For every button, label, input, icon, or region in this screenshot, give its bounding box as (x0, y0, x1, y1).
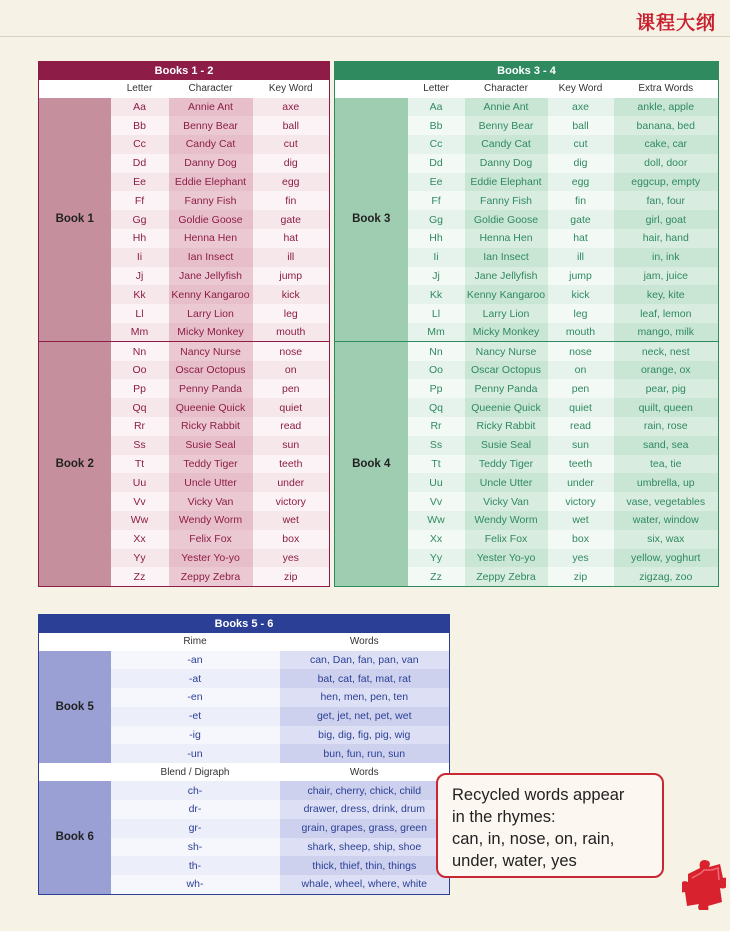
column-header: Letter (408, 80, 465, 98)
table-cell: Felix Fox (465, 530, 548, 549)
table-cell: Ll (111, 304, 169, 323)
table-row (39, 98, 330, 117)
table-cell: Ww (408, 511, 465, 530)
table-cell: quilt, queen (614, 398, 719, 417)
table-cell: read (253, 417, 330, 436)
books-1-2-table (38, 61, 330, 587)
table-cell: thick, thief, thin, things (280, 856, 450, 875)
table-cell: wet (253, 511, 330, 530)
table-cell: can, Dan, fan, pan, van (280, 651, 450, 670)
table-cell: key, kite (614, 285, 719, 304)
table-cell: fan, four (614, 191, 719, 210)
table-cell: Aa (111, 98, 169, 117)
table-row (39, 781, 450, 800)
table-cell: -en (111, 688, 280, 707)
table-cell: pen (548, 379, 614, 398)
table-title: Books 1 - 2 (39, 62, 330, 80)
table-cell: Queenie Quick (465, 398, 548, 417)
table-cell: ball (548, 116, 614, 135)
table-cell: Micky Monkey (169, 323, 253, 342)
table-cell: Fanny Fish (465, 191, 548, 210)
table-cell: Oo (408, 361, 465, 380)
table-cell: wh- (111, 875, 280, 894)
table-cell: chair, cherry, chick, child (280, 781, 450, 800)
table-cell: Qq (111, 398, 169, 417)
table-cell: Mm (111, 323, 169, 342)
table-cell: Dd (408, 154, 465, 173)
table-cell: Gg (408, 210, 465, 229)
column-header: Key Word (253, 80, 330, 98)
table-cell: hair, hand (614, 229, 719, 248)
table-cell: Candy Cat (465, 135, 548, 154)
table-cell: fin (548, 191, 614, 210)
table-cell: Kenny Kangaroo (465, 285, 548, 304)
table-title: Books 5 - 6 (39, 615, 450, 633)
book-label: Book 3 (335, 98, 408, 342)
table-cell: Henna Hen (169, 229, 253, 248)
table-cell: dr- (111, 800, 280, 819)
column-header: Words (280, 763, 450, 781)
table-cell: Ricky Rabbit (465, 417, 548, 436)
note-line: in the rhymes: (452, 808, 556, 826)
table-cell: Zz (111, 567, 169, 586)
table-cell: Benny Bear (169, 116, 253, 135)
column-header: Letter (111, 80, 169, 98)
table-cell: Vicky Van (465, 492, 548, 511)
table-cell: hat (548, 229, 614, 248)
table-cell: kick (548, 285, 614, 304)
table-cell: read (548, 417, 614, 436)
table-cell: Larry Lion (465, 304, 548, 323)
table-cell: -ig (111, 726, 280, 745)
table-cell: Micky Monkey (465, 323, 548, 342)
table-cell: axe (253, 98, 330, 117)
table-cell: th- (111, 856, 280, 875)
table-cell: Penny Panda (465, 379, 548, 398)
table-cell: Larry Lion (169, 304, 253, 323)
table-cell: Jj (408, 267, 465, 286)
table-cell: cake, car (614, 135, 719, 154)
table-cell: egg (253, 173, 330, 192)
table-cell: Tt (408, 455, 465, 474)
table-cell: yellow, yoghurt (614, 549, 719, 568)
table-cell: Ii (408, 248, 465, 267)
table-cell: Felix Fox (169, 530, 253, 549)
table-cell: Tt (111, 455, 169, 474)
book-label: Book 5 (39, 651, 111, 764)
header-spacer (39, 763, 111, 781)
table-cell: sun (548, 436, 614, 455)
table-cell: Nancy Nurse (169, 342, 253, 361)
table-cell: leg (253, 304, 330, 323)
table-cell: Cc (408, 135, 465, 154)
table-cell: tea, tie (614, 455, 719, 474)
table-cell: get, jet, net, pet, wet (280, 707, 450, 726)
table-cell: nose (253, 342, 330, 361)
table-cell: leaf, lemon (614, 304, 719, 323)
table-cell: Goldie Goose (169, 210, 253, 229)
book-label: Book 4 (335, 342, 408, 586)
table-cell: doll, door (614, 154, 719, 173)
table-cell: Zz (408, 567, 465, 586)
book-label: Book 6 (39, 781, 111, 894)
column-header: Extra Words (614, 80, 719, 98)
table-cell: quiet (548, 398, 614, 417)
table-cell: neck, nest (614, 342, 719, 361)
table-cell: Benny Bear (465, 116, 548, 135)
table-cell: in, ink (614, 248, 719, 267)
column-header: Key Word (548, 80, 614, 98)
table-cell: -at (111, 669, 280, 688)
table-cell: Mm (408, 323, 465, 342)
table-cell: girl, goat (614, 210, 719, 229)
table-cell: Qq (408, 398, 465, 417)
table-cell: -an (111, 651, 280, 670)
table-cell: Ricky Rabbit (169, 417, 253, 436)
table-title: Books 3 - 4 (335, 62, 719, 80)
table-cell: Oo (111, 361, 169, 380)
table-cell: Kenny Kangaroo (169, 285, 253, 304)
page-title: 课程大纲 (635, 12, 716, 34)
table-cell: Oscar Octopus (169, 361, 253, 380)
table-cell: rain, rose (614, 417, 719, 436)
table-cell: Ss (111, 436, 169, 455)
table-cell: Ff (408, 191, 465, 210)
table-cell: Fanny Fish (169, 191, 253, 210)
table-cell: dig (253, 154, 330, 173)
table-cell: yes (548, 549, 614, 568)
table-cell: Pp (111, 379, 169, 398)
books-5-6-table (38, 614, 450, 895)
table-cell: ankle, apple (614, 98, 719, 117)
column-header: Words (280, 633, 450, 651)
table-cell: hat (253, 229, 330, 248)
table-cell: Susie Seal (465, 436, 548, 455)
table-cell: whale, wheel, where, white (280, 875, 450, 894)
table-cell: Hh (111, 229, 169, 248)
table-cell: Vicky Van (169, 492, 253, 511)
table-cell: water, window (614, 511, 719, 530)
column-header: Character (465, 80, 548, 98)
table-cell: sh- (111, 838, 280, 857)
table-cell: quiet (253, 398, 330, 417)
table-cell: Bb (408, 116, 465, 135)
table-cell: Nn (408, 342, 465, 361)
table-cell: Annie Ant (169, 98, 253, 117)
note-line: can, in, nose, on, rain, (452, 830, 615, 848)
table-cell: hen, men, pen, ten (280, 688, 450, 707)
table-cell: Xx (111, 530, 169, 549)
column-header (39, 80, 111, 98)
table-cell: -et (111, 707, 280, 726)
table-cell: Yester Yo-yo (169, 549, 253, 568)
table-cell: Penny Panda (169, 379, 253, 398)
table-cell: Ii (111, 248, 169, 267)
table-cell: Danny Dog (465, 154, 548, 173)
table-cell: Zeppy Zebra (169, 567, 253, 586)
table-cell: Eddie Elephant (169, 173, 253, 192)
recycled-words-note (436, 773, 664, 878)
table-cell: Uu (111, 473, 169, 492)
table-cell: Ff (111, 191, 169, 210)
table-cell: Gg (111, 210, 169, 229)
table-cell: box (253, 530, 330, 549)
column-header: Rime (111, 633, 280, 651)
table-cell: orange, ox (614, 361, 719, 380)
table-cell: victory (253, 492, 330, 511)
table-row (39, 342, 330, 361)
book-label: Book 2 (39, 342, 111, 586)
table-cell: Goldie Goose (465, 210, 548, 229)
table-cell: under (548, 473, 614, 492)
table-cell: Pp (408, 379, 465, 398)
table-cell: ill (548, 248, 614, 267)
table-cell: Hh (408, 229, 465, 248)
table-cell: wet (548, 511, 614, 530)
table-cell: Kk (408, 285, 465, 304)
table-cell: dig (548, 154, 614, 173)
table-cell: Ian Insect (465, 248, 548, 267)
table-cell: sun (253, 436, 330, 455)
table-cell: Ll (408, 304, 465, 323)
header-spacer (39, 633, 111, 651)
table-cell: Jj (111, 267, 169, 286)
table-cell: vase, vegetables (614, 492, 719, 511)
table-cell: Bb (111, 116, 169, 135)
table-cell: Zeppy Zebra (465, 567, 548, 586)
table-cell: Oscar Octopus (465, 361, 548, 380)
table-cell: Aa (408, 98, 465, 117)
table-cell: fin (253, 191, 330, 210)
table-cell: axe (548, 98, 614, 117)
table-cell: Uncle Utter (465, 473, 548, 492)
table-cell: Yester Yo-yo (465, 549, 548, 568)
table-cell: cut (253, 135, 330, 154)
table-cell: jam, juice (614, 267, 719, 286)
column-header: Character (169, 80, 253, 98)
table-cell: ball (253, 116, 330, 135)
table-cell: Wendy Worm (465, 511, 548, 530)
table-cell: Teddy Tiger (465, 455, 548, 474)
table-cell: on (253, 361, 330, 380)
table-cell: Henna Hen (465, 229, 548, 248)
table-cell: Queenie Quick (169, 398, 253, 417)
table-cell: Ian Insect (169, 248, 253, 267)
table-row (39, 651, 450, 670)
table-cell: Jane Jellyfish (465, 267, 548, 286)
table-cell: Annie Ant (465, 98, 548, 117)
table-cell: gr- (111, 819, 280, 838)
column-header: Blend / Digraph (111, 763, 280, 781)
table-row (335, 98, 719, 117)
table-cell: cut (548, 135, 614, 154)
book-label: Book 1 (39, 98, 111, 342)
table-cell: Susie Seal (169, 436, 253, 455)
table-cell: mango, milk (614, 323, 719, 342)
table-cell: bat, cat, fat, mat, rat (280, 669, 450, 688)
table-cell: six, wax (614, 530, 719, 549)
table-cell: Ee (408, 173, 465, 192)
note-line: under, water, yes (452, 852, 577, 870)
table-cell: zigzag, zoo (614, 567, 719, 586)
table-cell: kick (253, 285, 330, 304)
table-cell: Danny Dog (169, 154, 253, 173)
table-cell: on (548, 361, 614, 380)
table-cell: eggcup, empty (614, 173, 719, 192)
table-cell: Wendy Worm (169, 511, 253, 530)
puzzle-piece-icon (682, 858, 726, 910)
table-cell: Nn (111, 342, 169, 361)
table-cell: Rr (111, 417, 169, 436)
table-cell: victory (548, 492, 614, 511)
table-cell: Ee (111, 173, 169, 192)
table-cell: umbrella, up (614, 473, 719, 492)
table-cell: egg (548, 173, 614, 192)
table-cell: Uncle Utter (169, 473, 253, 492)
table-cell: Xx (408, 530, 465, 549)
table-cell: pen (253, 379, 330, 398)
table-cell: Vv (408, 492, 465, 511)
table-cell: mouth (548, 323, 614, 342)
table-row (335, 342, 719, 361)
table-cell: Nancy Nurse (465, 342, 548, 361)
table-cell: Dd (111, 154, 169, 173)
table-cell: leg (548, 304, 614, 323)
table-cell: Jane Jellyfish (169, 267, 253, 286)
table-cell: pear, pig (614, 379, 719, 398)
table-cell: shark, sheep, ship, shoe (280, 838, 450, 857)
table-cell: jump (548, 267, 614, 286)
table-cell: Uu (408, 473, 465, 492)
table-cell: Ss (408, 436, 465, 455)
table-cell: Teddy Tiger (169, 455, 253, 474)
table-cell: bun, fun, run, sun (280, 744, 450, 763)
table-cell: -un (111, 744, 280, 763)
books-3-4-table (334, 61, 719, 587)
table-cell: Kk (111, 285, 169, 304)
table-cell: Vv (111, 492, 169, 511)
table-cell: gate (253, 210, 330, 229)
table-cell: nose (548, 342, 614, 361)
table-cell: drawer, dress, drink, drum (280, 800, 450, 819)
table-cell: teeth (548, 455, 614, 474)
table-cell: yes (253, 549, 330, 568)
table-cell: ch- (111, 781, 280, 800)
table-cell: Cc (111, 135, 169, 154)
table-cell: box (548, 530, 614, 549)
table-cell: zip (253, 567, 330, 586)
header-divider (0, 36, 730, 37)
table-cell: Candy Cat (169, 135, 253, 154)
column-header (335, 80, 408, 98)
table-cell: Yy (111, 549, 169, 568)
table-cell: gate (548, 210, 614, 229)
table-cell: big, dig, fig, pig, wig (280, 726, 450, 745)
table-cell: Rr (408, 417, 465, 436)
table-cell: ill (253, 248, 330, 267)
table-cell: under (253, 473, 330, 492)
table-cell: Eddie Elephant (465, 173, 548, 192)
table-cell: banana, bed (614, 116, 719, 135)
table-cell: mouth (253, 323, 330, 342)
table-cell: teeth (253, 455, 330, 474)
table-cell: sand, sea (614, 436, 719, 455)
table-cell: Ww (111, 511, 169, 530)
table-cell: Yy (408, 549, 465, 568)
table-cell: jump (253, 267, 330, 286)
table-cell: grain, grapes, grass, green (280, 819, 450, 838)
note-line: Recycled words appear (452, 786, 625, 804)
table-cell: zip (548, 567, 614, 586)
